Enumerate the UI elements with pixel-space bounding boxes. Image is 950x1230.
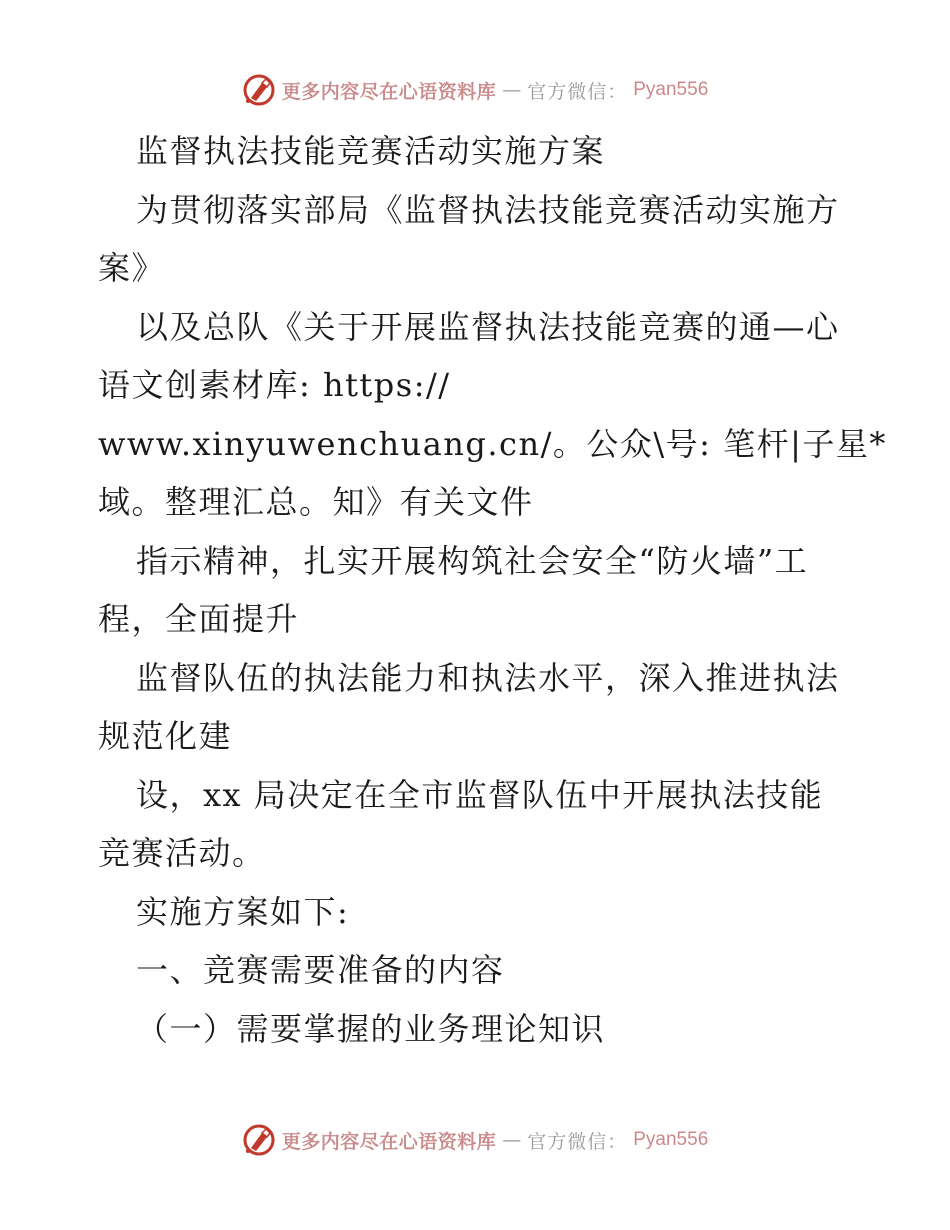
banner-official-label: 官方微信： [527, 1130, 628, 1153]
section-heading: 一、竞赛需要准备的内容 [136, 951, 505, 989]
paragraph-line: 设，xx 局决定在全市监督队伍中开展执法技能 [136, 775, 824, 814]
paragraph-line-text: www.xinyuwenchuang.cn/。公众\号: 笔杆|子星* [98, 424, 887, 463]
paragraph-line: 实施方案如下: [136, 892, 350, 931]
banner-official-label: 官方微信： [527, 80, 628, 103]
banner-brand-text: 更多内容尽在心语资料库 [281, 80, 497, 103]
paragraph-line: 竞赛活动。 [98, 834, 266, 872]
paragraph-line: 规范化建 [98, 717, 233, 755]
document-body [98, 122, 887, 1058]
document-title: 监督执法技能竞赛活动实施方案 [136, 132, 606, 170]
banner-separator: — [502, 79, 522, 101]
paragraph-line-text: 语文创素材库: https:// [98, 366, 451, 404]
paragraph-line: 为贯彻落实部局《监督执法技能竞赛活动实施方 [136, 190, 840, 229]
paragraph-line: 程，全面提升 [98, 600, 300, 638]
footer-banner [0, 1120, 950, 1160]
banner-separator: — [502, 1129, 522, 1151]
paragraph-line [98, 415, 887, 474]
subsection-heading: （一）需要掌握的业务理论知识 [136, 1009, 606, 1048]
paragraph-line: 指示精神，扎实开展构筑社会安全“防火墙”工 [136, 541, 809, 580]
banner-brand-text: 更多内容尽在心语资料库 [281, 1130, 497, 1153]
paragraph-line: 以及总队《关于开展监督执法技能竞赛的通—心 [136, 307, 840, 346]
banner-wechat-id: Pyan556 [633, 1129, 709, 1150]
banner-wechat-id: Pyan556 [633, 79, 709, 100]
pen-logo-icon [242, 1123, 276, 1157]
paragraph-line: 域。整理汇总。知》有关文件 [98, 483, 534, 521]
paragraph-line: 监督队伍的执法能力和执法水平，深入推进执法 [136, 658, 840, 697]
header-banner [0, 70, 950, 110]
paragraph-line: 案》 [98, 249, 166, 287]
pen-logo-icon [242, 73, 276, 107]
paragraph-line [98, 356, 858, 415]
